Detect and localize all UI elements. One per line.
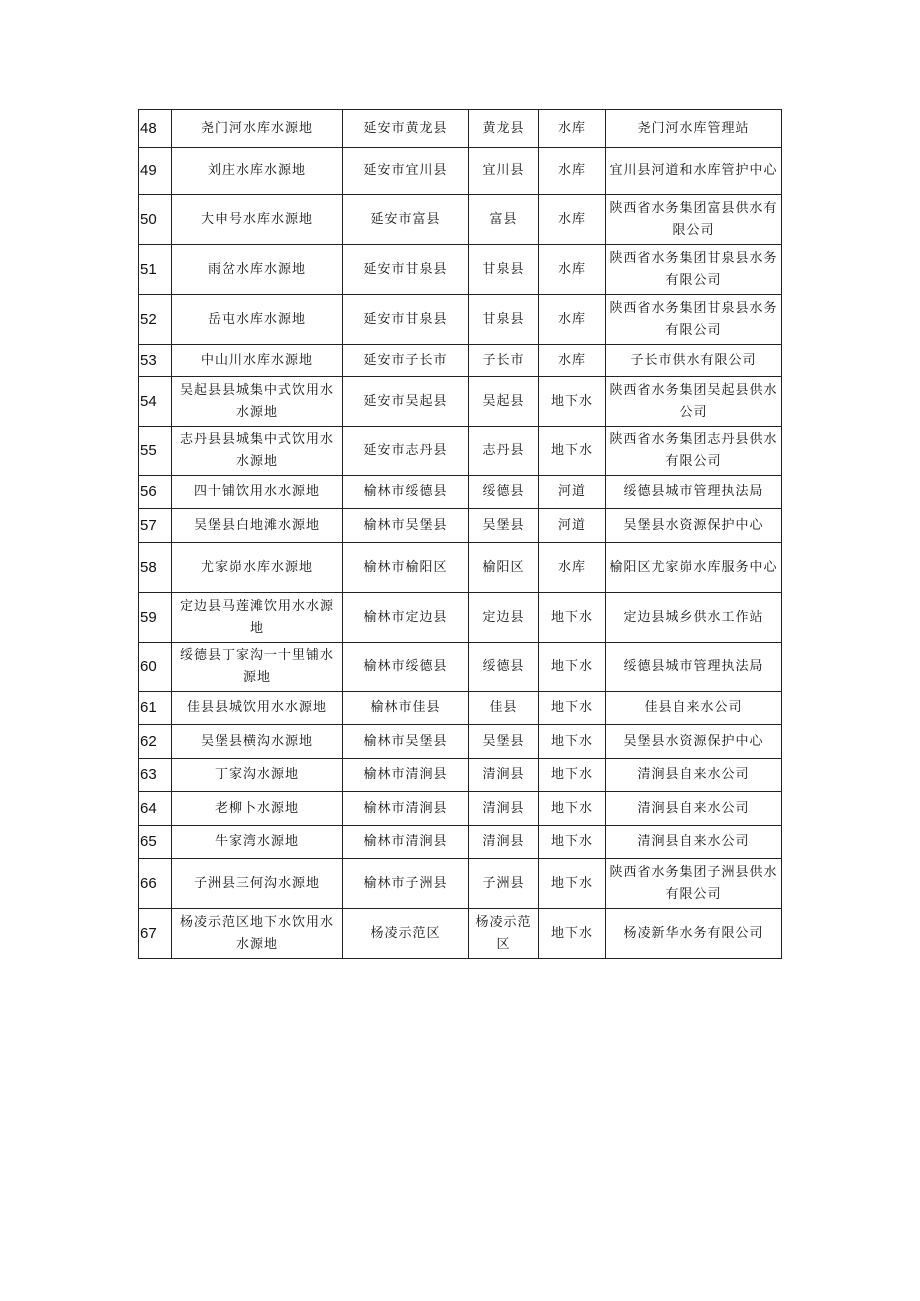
- source-type: 河道: [539, 476, 606, 509]
- source-location: 延安市黄龙县: [343, 110, 469, 148]
- source-county: 子长市: [469, 345, 539, 377]
- source-name: 尤家峁水库水源地: [172, 543, 343, 593]
- source-name: 志丹县县城集中式饮用水水源地: [172, 427, 343, 476]
- source-type: 地下水: [539, 859, 606, 909]
- source-manager: 吴堡县水资源保护中心: [606, 509, 782, 543]
- source-location: 榆林市绥德县: [343, 476, 469, 509]
- row-number: 65: [139, 826, 172, 859]
- source-name: 吴起县县城集中式饮用水水源地: [172, 377, 343, 427]
- source-manager: 陕西省水务集团吴起县供水公司: [606, 377, 782, 427]
- row-number: 53: [139, 345, 172, 377]
- source-county: 吴堡县: [469, 725, 539, 759]
- source-manager: 清涧县自来水公司: [606, 759, 782, 792]
- table-row: [139, 826, 782, 859]
- source-location: 延安市志丹县: [343, 427, 469, 476]
- source-manager: 绥德县城市管理执法局: [606, 476, 782, 509]
- table-row: [139, 476, 782, 509]
- source-name: 杨凌示范区地下水饮用水水源地: [172, 909, 343, 959]
- source-manager: 陕西省水务集团甘泉县水务有限公司: [606, 245, 782, 295]
- source-manager: 陕西省水务集团富县供水有限公司: [606, 195, 782, 245]
- source-type: 地下水: [539, 909, 606, 959]
- source-manager: 陕西省水务集团志丹县供水有限公司: [606, 427, 782, 476]
- table-row: [139, 377, 782, 427]
- source-type: 地下水: [539, 826, 606, 859]
- source-location: 杨凌示范区: [343, 909, 469, 959]
- source-location: 榆林市清涧县: [343, 759, 469, 792]
- table-row: [139, 859, 782, 909]
- row-number: 51: [139, 245, 172, 295]
- source-name: 佳县县城饮用水水源地: [172, 692, 343, 725]
- source-name: 尧门河水库水源地: [172, 110, 343, 148]
- source-manager: 陕西省水务集团甘泉县水务有限公司: [606, 295, 782, 345]
- source-type: 水库: [539, 195, 606, 245]
- row-number: 52: [139, 295, 172, 345]
- row-number: 61: [139, 692, 172, 725]
- source-county: 黄龙县: [469, 110, 539, 148]
- source-type: 地下水: [539, 725, 606, 759]
- source-name: 牛家湾水源地: [172, 826, 343, 859]
- source-type: 水库: [539, 110, 606, 148]
- source-name: 岳屯水库水源地: [172, 295, 343, 345]
- source-type: 水库: [539, 345, 606, 377]
- source-name: 定边县马莲滩饮用水水源地: [172, 593, 343, 643]
- source-manager: 清涧县自来水公司: [606, 792, 782, 826]
- source-location: 榆林市吴堡县: [343, 725, 469, 759]
- source-location: 榆林市子洲县: [343, 859, 469, 909]
- source-type: 地下水: [539, 692, 606, 725]
- source-county: 清涧县: [469, 759, 539, 792]
- source-manager: 尧门河水库管理站: [606, 110, 782, 148]
- table-row: [139, 759, 782, 792]
- source-type: 地下水: [539, 792, 606, 826]
- table-row: [139, 593, 782, 643]
- source-county: 绥德县: [469, 476, 539, 509]
- source-name: 刘庄水库水源地: [172, 148, 343, 195]
- row-number: 59: [139, 593, 172, 643]
- source-county: 子洲县: [469, 859, 539, 909]
- source-type: 地下水: [539, 593, 606, 643]
- source-location: 延安市甘泉县: [343, 245, 469, 295]
- table-row: [139, 148, 782, 195]
- source-manager: 佳县自来水公司: [606, 692, 782, 725]
- source-location: 榆林市清涧县: [343, 792, 469, 826]
- row-number: 60: [139, 643, 172, 692]
- table-row: [139, 295, 782, 345]
- source-county: 清涧县: [469, 792, 539, 826]
- source-name: 子洲县三何沟水源地: [172, 859, 343, 909]
- source-type: 地下水: [539, 377, 606, 427]
- source-manager: 榆阳区尤家峁水库服务中心: [606, 543, 782, 593]
- source-location: 延安市甘泉县: [343, 295, 469, 345]
- source-location: 延安市宜川县: [343, 148, 469, 195]
- source-name: 四十铺饮用水水源地: [172, 476, 343, 509]
- source-location: 延安市子长市: [343, 345, 469, 377]
- source-name: 大申号水库水源地: [172, 195, 343, 245]
- source-location: 延安市富县: [343, 195, 469, 245]
- source-name: 丁家沟水源地: [172, 759, 343, 792]
- source-name: 吴堡县横沟水源地: [172, 725, 343, 759]
- source-location: 榆林市吴堡县: [343, 509, 469, 543]
- row-number: 49: [139, 148, 172, 195]
- table-row: [139, 427, 782, 476]
- source-type: 水库: [539, 295, 606, 345]
- source-county: 定边县: [469, 593, 539, 643]
- water-source-table: [138, 109, 782, 959]
- table-row: [139, 725, 782, 759]
- table-row: [139, 692, 782, 725]
- source-manager: 清涧县自来水公司: [606, 826, 782, 859]
- row-number: 54: [139, 377, 172, 427]
- row-number: 50: [139, 195, 172, 245]
- source-type: 水库: [539, 543, 606, 593]
- source-location: 榆林市绥德县: [343, 643, 469, 692]
- source-type: 水库: [539, 148, 606, 195]
- table-row: [139, 643, 782, 692]
- row-number: 58: [139, 543, 172, 593]
- row-number: 63: [139, 759, 172, 792]
- source-name: 老柳卜水源地: [172, 792, 343, 826]
- source-county: 志丹县: [469, 427, 539, 476]
- source-type: 地下水: [539, 759, 606, 792]
- source-name: 绥德县丁家沟一十里铺水源地: [172, 643, 343, 692]
- source-name: 中山川水库水源地: [172, 345, 343, 377]
- source-manager: 宜川县河道和水库管护中心: [606, 148, 782, 195]
- source-county: 富县: [469, 195, 539, 245]
- row-number: 64: [139, 792, 172, 826]
- source-county: 杨凌示范区: [469, 909, 539, 959]
- table-row: [139, 195, 782, 245]
- row-number: 62: [139, 725, 172, 759]
- source-type: 地下水: [539, 643, 606, 692]
- source-manager: 杨凌新华水务有限公司: [606, 909, 782, 959]
- row-number: 48: [139, 110, 172, 148]
- source-county: 佳县: [469, 692, 539, 725]
- source-county: 甘泉县: [469, 245, 539, 295]
- source-county: 宜川县: [469, 148, 539, 195]
- table-row: [139, 909, 782, 959]
- source-location: 榆林市佳县: [343, 692, 469, 725]
- source-type: 地下水: [539, 427, 606, 476]
- source-county: 绥德县: [469, 643, 539, 692]
- source-county: 甘泉县: [469, 295, 539, 345]
- source-location: 榆林市榆阳区: [343, 543, 469, 593]
- source-name: 吴堡县白地滩水源地: [172, 509, 343, 543]
- row-number: 55: [139, 427, 172, 476]
- source-type: 河道: [539, 509, 606, 543]
- table-row: [139, 110, 782, 148]
- source-county: 榆阳区: [469, 543, 539, 593]
- source-county: 吴堡县: [469, 509, 539, 543]
- row-number: 57: [139, 509, 172, 543]
- source-location: 延安市吴起县: [343, 377, 469, 427]
- source-manager: 子长市供水有限公司: [606, 345, 782, 377]
- source-type: 水库: [539, 245, 606, 295]
- table-row: [139, 245, 782, 295]
- source-county: 清涧县: [469, 826, 539, 859]
- source-name: 雨岔水库水源地: [172, 245, 343, 295]
- source-manager: 定边县城乡供水工作站: [606, 593, 782, 643]
- table-row: [139, 509, 782, 543]
- source-manager: 陕西省水务集团子洲县供水有限公司: [606, 859, 782, 909]
- table-row: [139, 792, 782, 826]
- source-location: 榆林市定边县: [343, 593, 469, 643]
- source-manager: 绥德县城市管理执法局: [606, 643, 782, 692]
- table-row: [139, 543, 782, 593]
- table-row: [139, 345, 782, 377]
- row-number: 67: [139, 909, 172, 959]
- source-county: 吴起县: [469, 377, 539, 427]
- row-number: 66: [139, 859, 172, 909]
- row-number: 56: [139, 476, 172, 509]
- source-location: 榆林市清涧县: [343, 826, 469, 859]
- source-manager: 吴堡县水资源保护中心: [606, 725, 782, 759]
